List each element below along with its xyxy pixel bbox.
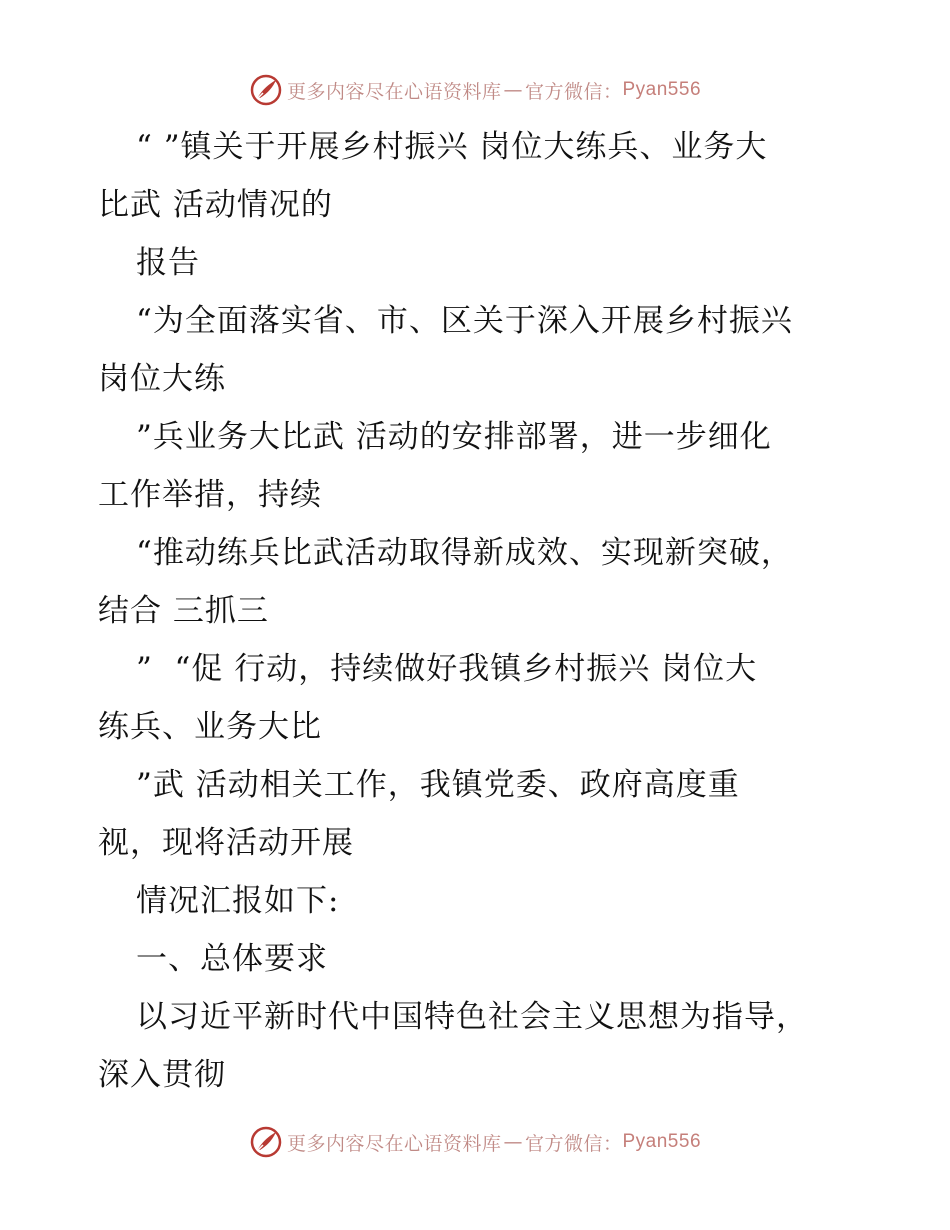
text-line: 工作举措，持续: [98, 477, 322, 513]
text-line: 比武 活动情况的: [98, 187, 333, 223]
watermark-label: 官方微信：: [524, 1132, 623, 1155]
text-line: “为全面落实省、市、区关于深入开展乡村振兴: [136, 303, 793, 339]
text-line: “ ”镇关于开展乡村振兴 岗位大练兵、业务大: [136, 129, 768, 165]
watermark-wechat-id: Pyan556: [622, 79, 702, 100]
text-line: 练兵、业务大比: [98, 709, 322, 745]
quill-logo-icon: [249, 1125, 283, 1159]
header-watermark: [0, 70, 950, 110]
text-line: ” “促 行动，持续做好我镇乡村振兴 岗位大: [136, 651, 758, 687]
text-line: 深入贯彻: [98, 1057, 226, 1093]
watermark-label: 官方微信：: [524, 80, 623, 103]
watermark-site: 更多内容尽在心语资料库: [286, 1132, 502, 1155]
text-line: 情况汇报如下:: [136, 883, 340, 919]
text-line: ”兵业务大比武 活动的安排部署，进一步细化: [136, 419, 772, 455]
text-line: 以习近平新时代中国特色社会主义思想为指导，: [136, 999, 808, 1035]
quill-logo-icon: [249, 73, 283, 107]
text-line: 视，现将活动开展: [98, 825, 354, 861]
watermark-dash: —: [503, 1131, 523, 1153]
text-line: 结合 三抓三: [98, 593, 269, 629]
watermark-wechat-id: Pyan556: [622, 1131, 702, 1152]
watermark-dash: —: [503, 79, 523, 101]
text-line: 岗位大练: [98, 361, 226, 397]
section-heading: 一、总体要求: [136, 941, 328, 977]
text-line: “推动练兵比武活动取得新成效、实现新突破，: [136, 535, 793, 571]
text-line: 报告: [136, 245, 200, 281]
document-body: [98, 118, 868, 1104]
watermark-site: 更多内容尽在心语资料库: [286, 80, 502, 103]
footer-watermark: [0, 1122, 950, 1162]
text-line: ”武 活动相关工作，我镇党委、政府高度重: [136, 767, 740, 803]
